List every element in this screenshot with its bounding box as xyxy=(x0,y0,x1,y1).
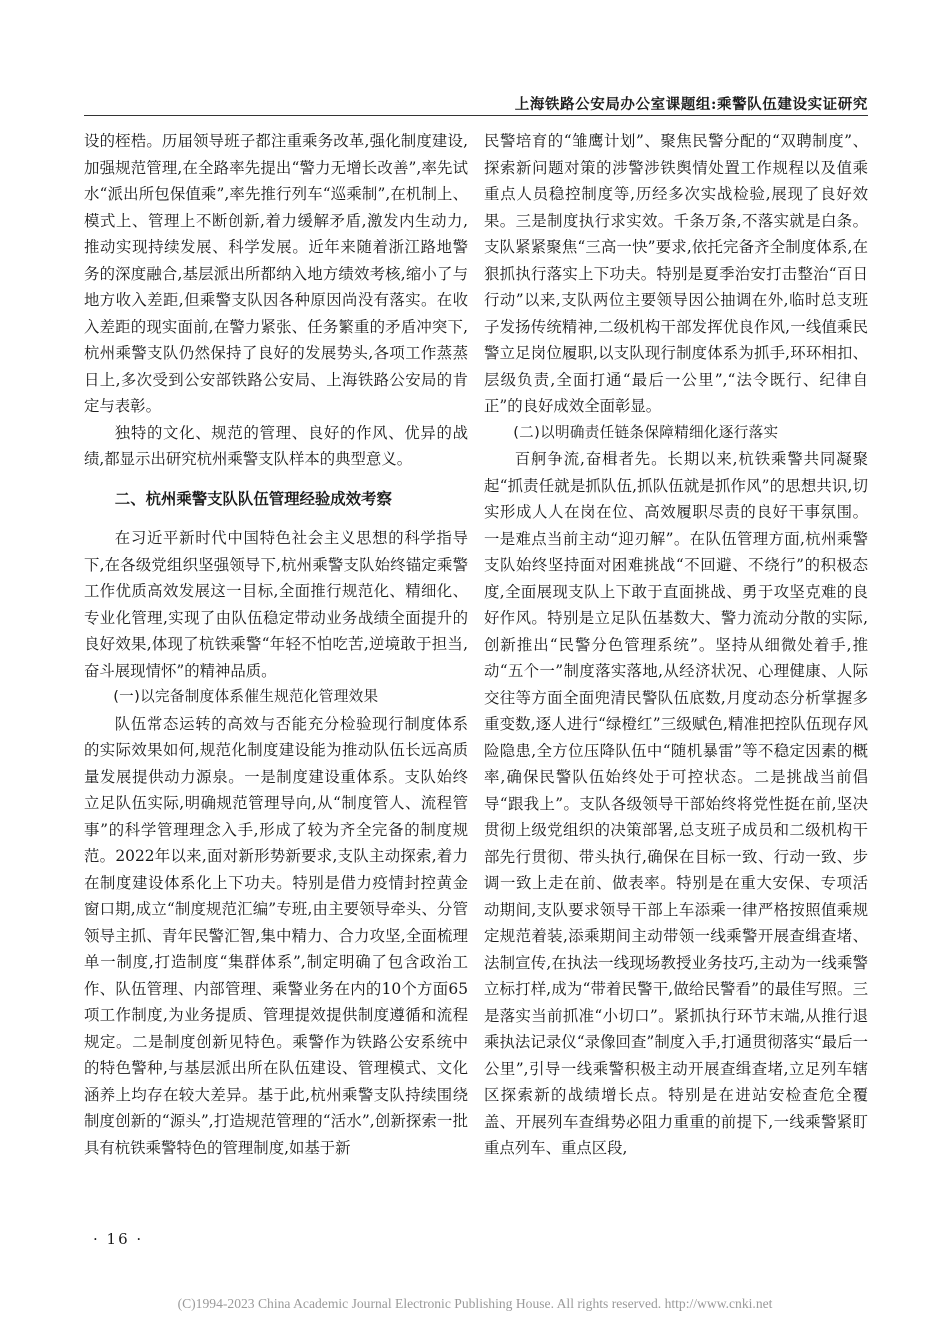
paragraph-responsibility-chain: 百舸争流,奋楫者先。长期以来,杭铁乘警共同凝聚起“抓责任就是抓队伍,抓队伍就是抓作风”的思想共识,切实形成人人在岗在位、高效履职尽责的良好干事氛围。一是难点当前主动“迎刃解”。在队伍管理方面,杭州乘警支队始终坚持面对困难挑战“不回避、不绕行”的积极态度,全面展现支队上下敢于直面挑战、勇于攻坚克难的良好作风。特别是立足队伍基数大、警力流动分散的实际,创新推出“民警分色管理系统”。坚持从细微处着手,推动“五个一”制度落实落地,从经济状况、心理健康、人际交往等方面全面兜清民警队伍底数,月度动态分析掌握多重变数,逐人进行“绿橙红”三级赋色,精准把控队伍现存风险隐患,全方位压降队伍中“随机暴雷”等不稳定因素的概率,确保民警队伍始终处于可控状态。二是挑战当前倡导“跟我上”。支队各级领导干部始终将党性挺在前,坚决贯彻上级党组织的决策部署,总支班子成员和二级机构干部先行贯彻、带头执行,确保在目标一致、行动一致、步调一致上走在前、做表率。特别是在重大安保、专项活动期间,支队要求领导干部上车添乘一律严格按照值乘规定规范着装,添乘期间主动带领一线乘警开展查缉查堵、法制宣传,在执法一线现场教授业务技巧,主动为一线乘警立标打样,成为“带着民警干,做给民警看”的最佳写照。三是落实当前抓准“小切口”。紧抓执行环节末端,从推行退乘执法记录仪“录像回查”制度入手,打通贯彻落实“最后一公里”,引导一线乘警积极主动开展查缉查堵,立足列车辖区探索新的战绩增长点。特别是在进站安检查危全覆盖、开展列车查缉势必阻力重重的前提下,一线乘警紧盯重点列车、重点区段, xyxy=(484,450,868,1157)
section-heading-2: 二、杭州乘警支队队伍管理经验成效考察 xyxy=(114,489,392,508)
running-header: 上海铁路公安局办公室课题组:乘警队伍建设实证研究 xyxy=(514,96,868,113)
paragraph-continued: 设的桎梏。历届领导班子都注重乘务改革,强化制度建设,加强规范管理,在全路率先提出“警力无增长改善”,率先试水“派出所包保值乘”,率先推行列车“巡乘制”,在机制上、模式上、管理上不断创新,着力缓解矛盾,激发内生动力,推动实现持续发展、科学发展。近年来随着浙江路地警务的深度融合,基层派出所都纳入地方绩效考核,缩小了与地方收入差距,但乘警支队因各种原因尚没有落实。在收入差距的现实面前,在警力紧张、任务繁重的矛盾冲突下,杭州乘警支队仍然保持了良好的发展势头,各项工作蒸蒸日上,多次受到公安部铁路公安局、上海铁路公安局的肯定与表彰。 xyxy=(84,132,468,415)
page-number: · 16 · xyxy=(93,1230,144,1248)
right-column xyxy=(484,128,868,1162)
subsection-heading-1: (一)以完备制度体系催生规范化管理效果 xyxy=(113,688,379,705)
paragraph-section-intro: 在习近平新时代中国特色社会主义思想的科学指导下,在各级党组织坚强领导下,杭州乘警支队始终锚定乘警工作优质高效发展这一目标,全面推行规范化、精细化、专业化管理,实现了由队伍稳定带动业务战绩全面提升的良好效果,体现了杭铁乘警“年轻不怕吃苦,逆境敢于担当,奋斗展现情怀”的精神品质。 xyxy=(84,529,468,680)
subsection-heading-2: (二)以明确责任链条保障精细化逐行落实 xyxy=(513,423,779,441)
left-column xyxy=(84,128,468,1161)
paragraph-continued-right: 民警培育的“雏鹰计划”、聚焦民警分配的“双聘制度”、探索新问题对策的涉警涉铁舆情处置工作规程以及值乘重点人员稳控制度等,历经多次实战检验,展现了良好效果。三是制度执行求实效。千条万条,不落实就是白条。支队紧紧聚焦“三高一快”要求,依托完备齐全制度体系,在狠抓执行落实上下功夫。特别是夏季治安打击整治“百日行动”以来,支队两位主要领导因公抽调在外,临时总支班子发扬传统精神,二级机构干部发挥优良作风,一线值乘民警立足岗位履职,以支队现行制度体系为抓手,环环相扣、层级负责,全面打通“最后一公里”,“法令既行、纪律自正”的良好成效全面彰显。 xyxy=(484,132,868,415)
copyright-footer: (C)1994-2023 China Academic Journal Electronic Publishing House. All rights reserved. http://www.cnki.net xyxy=(177,1296,773,1311)
header-rule xyxy=(84,115,868,116)
paragraph-significance: 独特的文化、规范的管理、良好的作风、优异的战绩,都显示出研究杭州乘警支队样本的典型意义。 xyxy=(84,423,468,468)
paragraph-institution-system: 队伍常态运转的高效与否能充分检验现行制度体系的实际效果如何,规范化制度建设能为推动队伍长远高质量发展提供动力源泉。一是制度建设重体系。支队始终立足队伍实际,明确规范管理导向,从“制度管人、流程管事”的科学管理理念入手,形成了较为齐全完备的制度规范。2022年以来,面对新形势新要求,支队主动探索,着力在制度建设体系化上下功夫。特别是借力疫情封控黄金窗口期,成立“制度规范汇编”专班,由主要领导牵头、分管领导主抓、青年民警汇智,集中精力、合力攻坚,全面梳理单一制度,打造制度“集群体系”,制定明确了包含政治工作、队伍管理、内部管理、乘警业务在内的10个方面65项工作制度,为业务提质、管理提效提供制度遵循和流程规定。二是制度创新见特色。乘警作为铁路公安系统中的特色警种,与基层派出所在队伍建设、管理模式、文化涵养上均存在较大差异。基于此,杭州乘警支队持续围绕制度创新的“源头”,打造规范管理的“活水”,创新探索一批具有杭铁乘警特色的管理制度,如基于新 xyxy=(84,714,468,1157)
